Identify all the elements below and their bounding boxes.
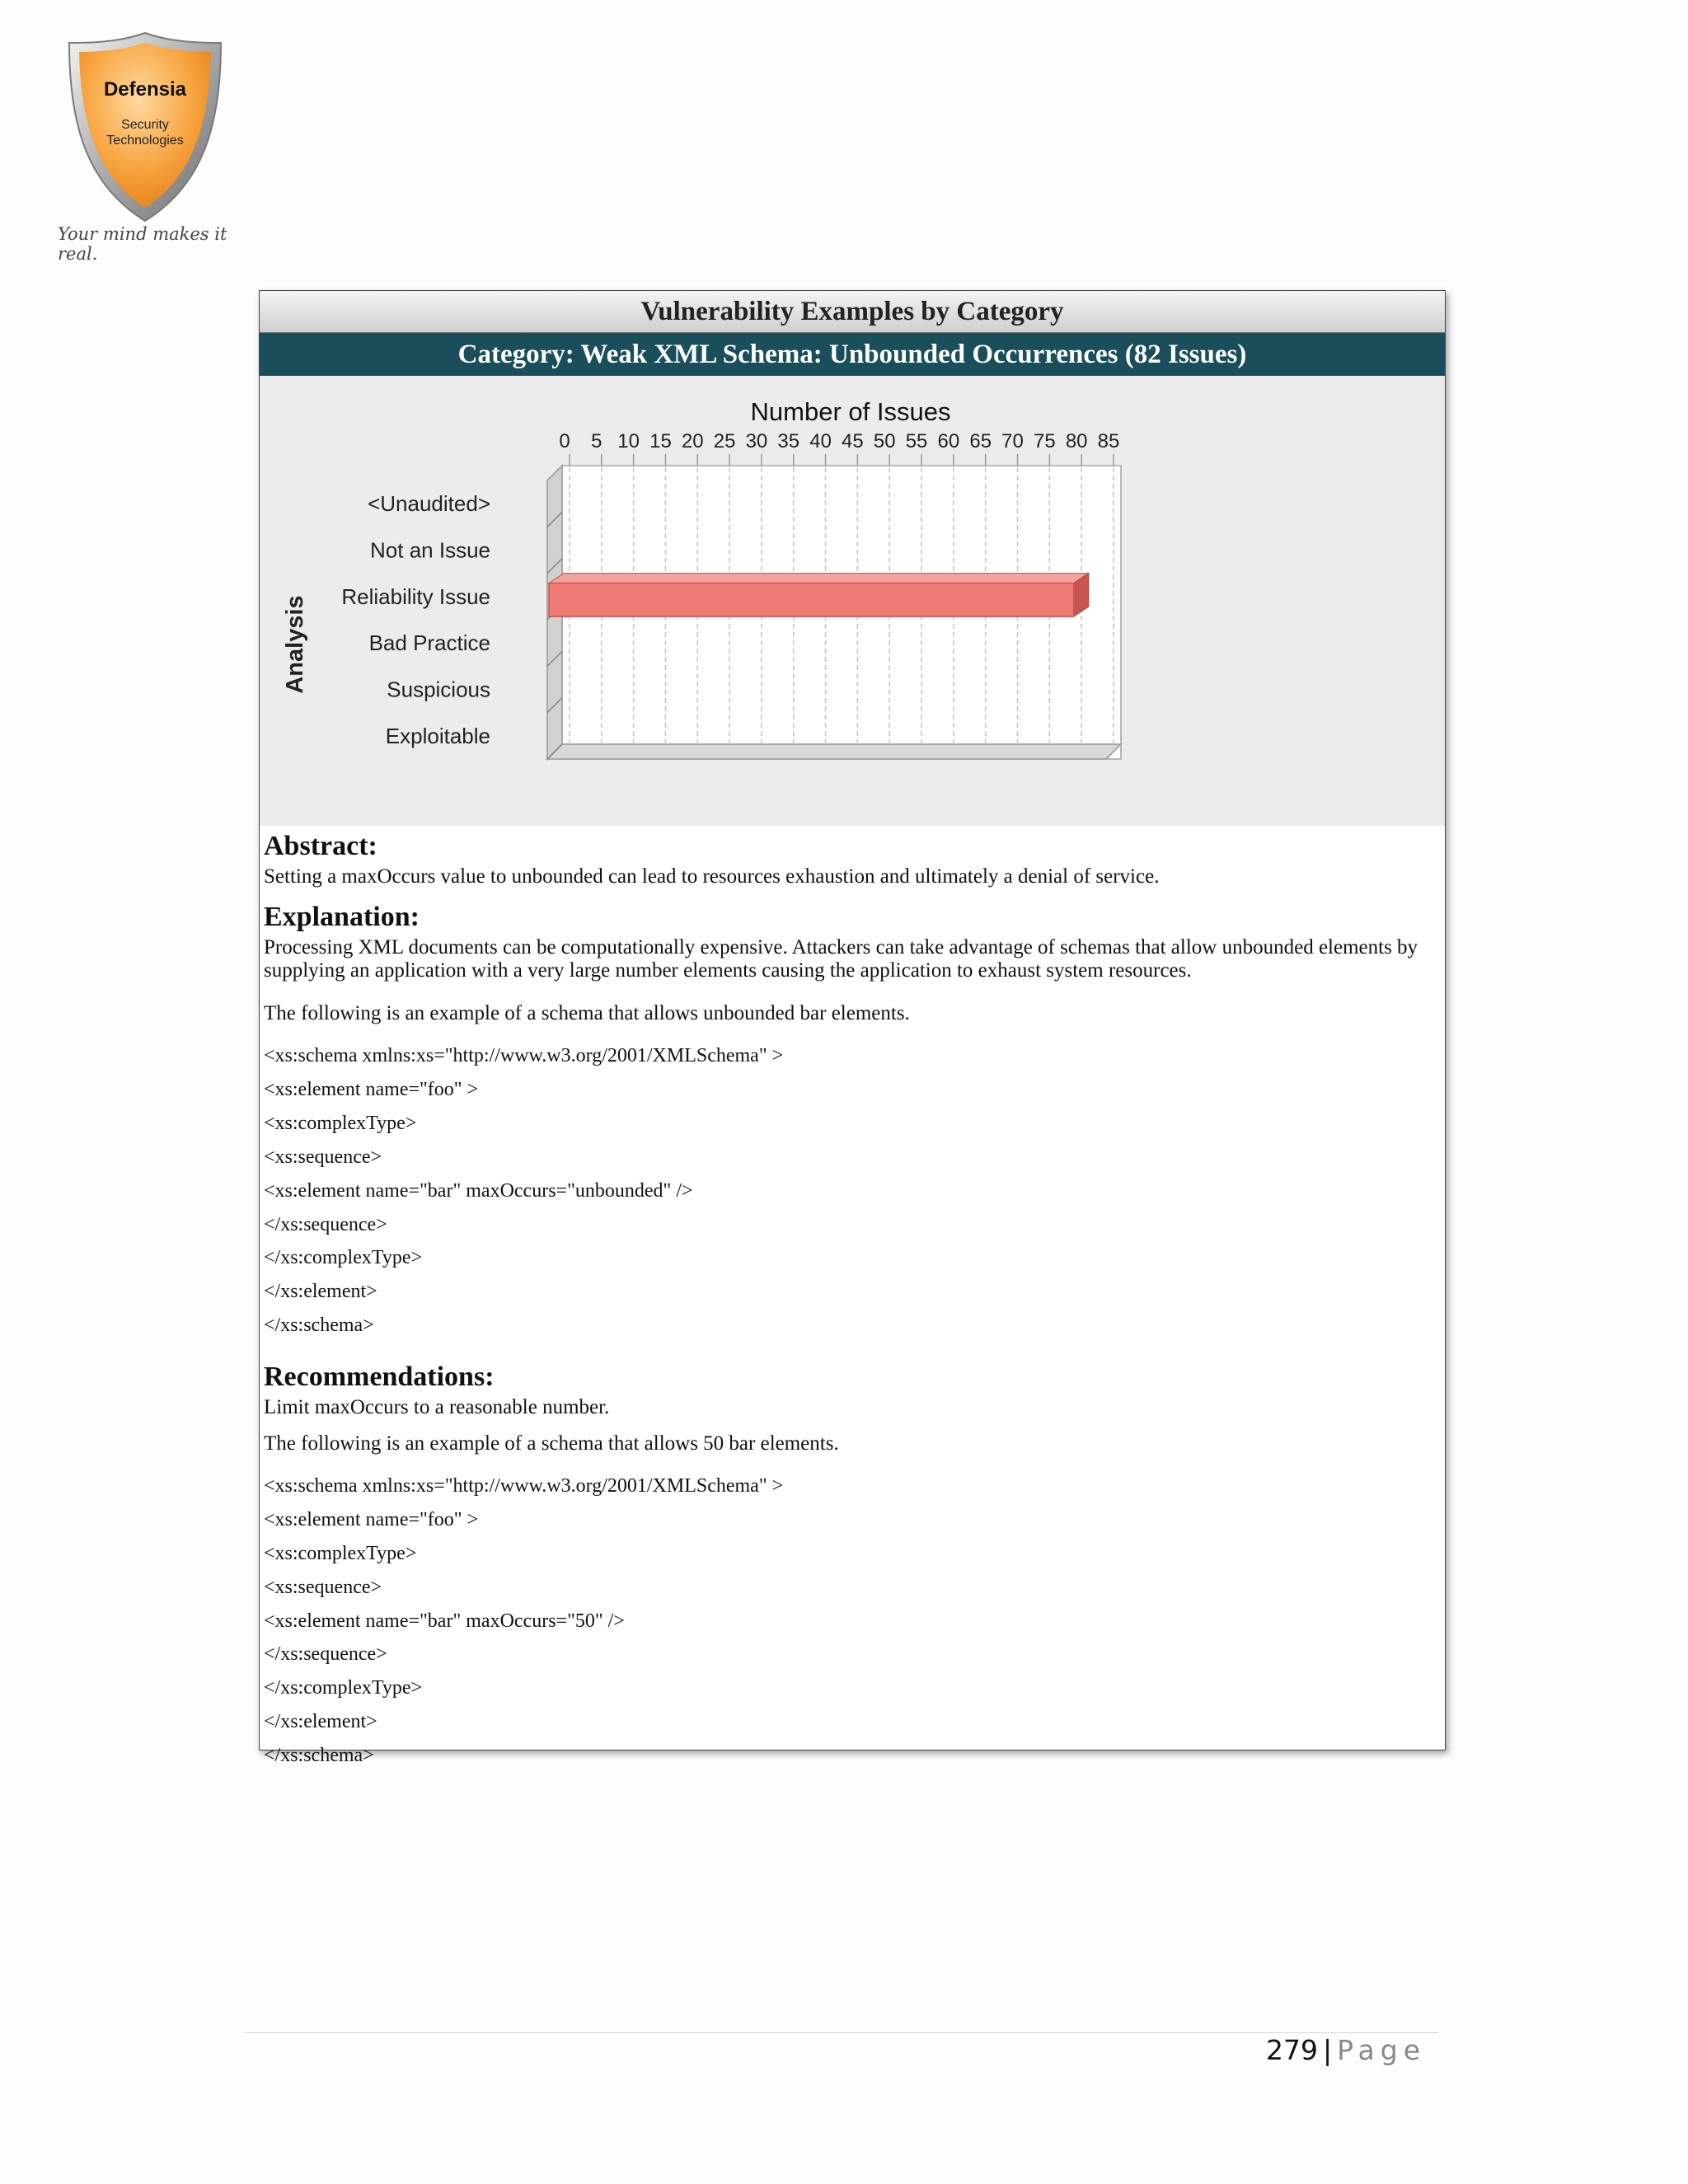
category-label: Not an Issue	[370, 537, 490, 563]
category-header: Category: Weak XML Schema: Unbounded Occurrences (82 Issues)	[260, 333, 1445, 376]
code-line: <xs:complexType>	[264, 1112, 417, 1134]
report-body	[260, 826, 1445, 1767]
code-line: <xs:schema xmlns:xs="http://www.w3.org/2001/XMLSchema" >	[264, 1475, 784, 1497]
x-tick-label: 65	[969, 430, 992, 452]
footer-divider	[244, 2032, 1439, 2033]
x-tick-label: 5	[591, 430, 603, 452]
abstract-text: Setting a maxOccurs value to unbounded can lead to resources exhaustion and ultimately a denial of service.	[264, 865, 1160, 888]
explanation-text: Processing XML documents can be computationally expensive. Attackers can take advantage of schemas that allow unbounded elements by supplying an application with a very large number elements causing the application to exhaust system resources.	[264, 936, 1418, 982]
code-line: <xs:element name="bar" maxOccurs="unbounded" />	[264, 1179, 693, 1202]
issues-bar-chart	[260, 376, 1445, 826]
x-tick-label: 50	[873, 430, 896, 452]
category-label: Suspicious	[387, 677, 490, 702]
x-tick-label: 10	[617, 430, 640, 452]
x-tick-label: 30	[745, 430, 768, 452]
category-label: Bad Practice	[368, 630, 490, 656]
page-number: 279	[1265, 2034, 1318, 2066]
code-line: <xs:sequence>	[264, 1146, 382, 1168]
category-label: Reliability Issue	[341, 583, 490, 609]
x-tick-label: 0	[559, 430, 570, 452]
code-line: </xs:element>	[264, 1711, 377, 1733]
x-tick-label: 75	[1034, 430, 1056, 452]
y-axis-title: Analysis	[282, 595, 308, 694]
company-logo	[64, 30, 226, 224]
code-line: <xs:element name="bar" maxOccurs="50" />	[264, 1610, 625, 1632]
report-title: Vulnerability Examples by Category	[260, 291, 1445, 333]
code-line: <xs:sequence>	[264, 1576, 382, 1598]
x-tick-label: 70	[1001, 430, 1024, 452]
abstract-heading: Abstract:	[264, 831, 377, 861]
code-example-bounded	[264, 1475, 1440, 1767]
logo-subtitle-2: Technologies	[106, 134, 184, 148]
bar	[549, 583, 1074, 617]
code-line: <xs:element name="foo" >	[264, 1508, 479, 1530]
code-line: </xs:sequence>	[264, 1213, 387, 1235]
code-line: <xs:element name="foo" >	[264, 1079, 479, 1101]
footer-separator: |	[1322, 2034, 1333, 2066]
logo-subtitle-1: Security	[121, 118, 169, 132]
page-footer	[1266, 2034, 1426, 2066]
code-line: </xs:schema>	[264, 1745, 374, 1767]
code-line: <xs:schema xmlns:xs="http://www.w3.org/2001/XMLSchema" >	[264, 1045, 784, 1067]
category-label: <Unaudited>	[368, 491, 490, 517]
x-axis-title: Number of Issues	[750, 397, 951, 426]
x-tick-label: 25	[713, 430, 736, 452]
plot-floor	[547, 744, 1121, 759]
x-tick-label: 85	[1097, 430, 1120, 452]
explanation-heading: Explanation:	[264, 902, 420, 933]
x-tick-label: 80	[1065, 430, 1088, 452]
x-tick-label: 20	[681, 430, 704, 452]
recommendations-heading: Recommendations:	[264, 1361, 495, 1393]
code-line: </xs:element>	[264, 1281, 377, 1303]
x-tick-label: 60	[937, 430, 960, 452]
code-line: </xs:schema>	[264, 1315, 374, 1337]
example-2-intro: The following is an example of a schema that allows 50 bar elements.	[264, 1432, 839, 1455]
recommendations-text: Limit maxOccurs to a reasonable number.	[264, 1396, 610, 1419]
example-1-intro: The following is an example of a schema that allows unbounded bar elements.	[264, 1002, 910, 1025]
logo-name: Defensia	[103, 78, 187, 101]
code-example-unbounded	[264, 1045, 1440, 1337]
category-label: Exploitable	[385, 723, 490, 748]
code-line: <xs:complexType>	[264, 1542, 417, 1564]
x-tick-label: 45	[842, 430, 864, 452]
x-tick-label: 35	[777, 430, 800, 452]
x-tick-label: 55	[905, 430, 928, 452]
x-tick-label: 15	[649, 430, 672, 452]
x-tick-label: 40	[809, 430, 832, 452]
code-line: </xs:complexType>	[264, 1247, 423, 1269]
bar-top	[549, 574, 1089, 583]
page-label: Page	[1337, 2034, 1426, 2066]
report-panel	[259, 290, 1446, 1767]
code-line: </xs:sequence>	[264, 1643, 387, 1666]
code-line: </xs:complexType>	[264, 1677, 423, 1699]
logo-tagline: Your mind makes it real.	[58, 224, 227, 264]
